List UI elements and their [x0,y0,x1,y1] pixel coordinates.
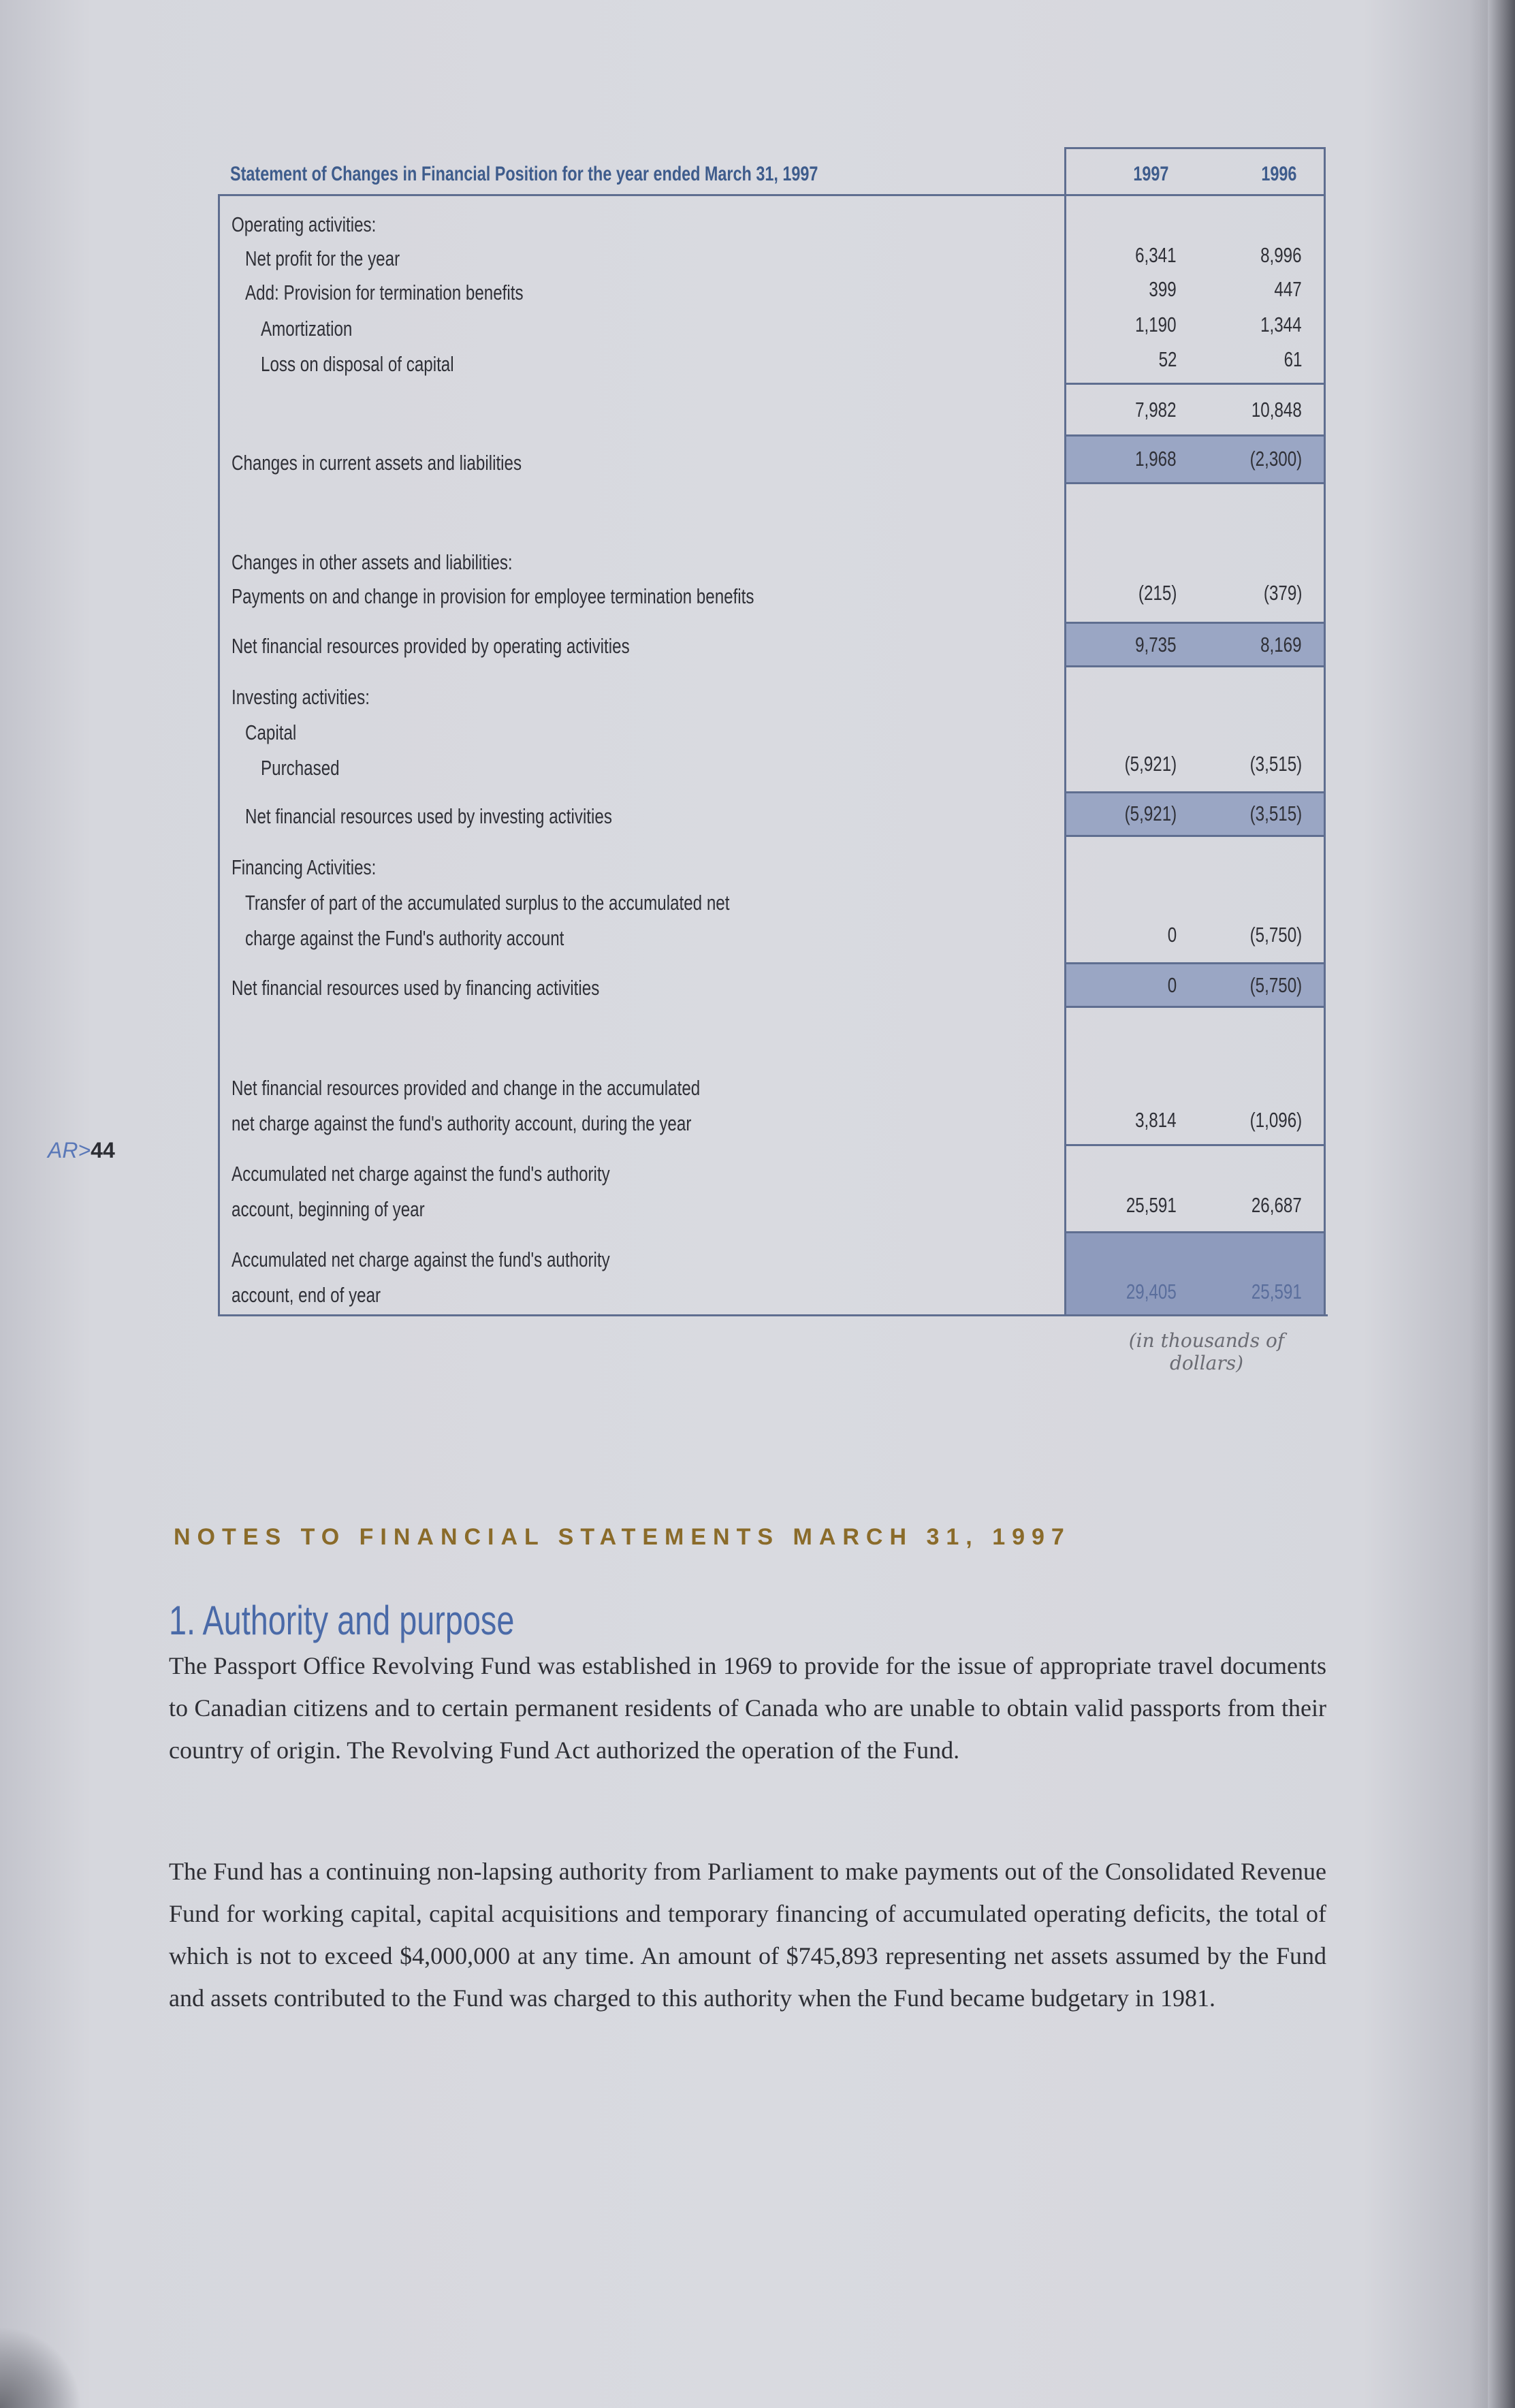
value-1996: (3,515) [1249,802,1302,825]
row-label: Accumulated net charge against the fund's authority [232,1162,610,1186]
value-1997: 399 [1149,277,1177,301]
value-1997: 25,591 [1126,1193,1177,1217]
row-label: charge against the Fund's authority account [245,926,564,950]
row-label: account, end of year [232,1283,381,1307]
value-1997: (5,921) [1124,802,1177,825]
report-abbreviation: AR [48,1138,78,1162]
row-label: Accumulated net charge against the fund's authority [232,1248,610,1271]
row-label: Capital [245,720,297,744]
value-1996: 8,996 [1260,243,1302,267]
value-1996: 8,169 [1260,633,1302,656]
value-1997: 1,968 [1135,447,1177,471]
column-header-1996: 1996 [1260,163,1297,185]
value-1997: 1,190 [1135,313,1177,336]
row-label: Purchased [261,756,340,780]
section-title: 1. Authority and purpose [169,1598,515,1643]
row-label: Loss on disposal of capital [261,352,454,376]
row-label: Amortization [261,317,353,340]
value-1997: 9,735 [1135,633,1177,656]
row-label: account, beginning of year [232,1197,425,1221]
value-1996: (5,750) [1249,923,1302,947]
value-1996: (2,300) [1249,447,1302,471]
row-label: Net financial resources used by investing activities [245,804,612,828]
row-rule [1064,434,1326,437]
value-1996: (3,515) [1249,752,1302,776]
value-1997: (215) [1138,581,1177,605]
row-label: Changes in other assets and liabilities: [232,550,513,574]
page-corner-shadow [0,2326,82,2408]
row-rule [1064,1006,1326,1008]
row-label: Net profit for the year [245,247,400,270]
row-rule [1064,791,1326,793]
row-rule [1064,482,1326,484]
row-rule [1064,622,1326,624]
row-label: Payments on and change in provision for employee termination benefits [232,584,754,608]
value-1996: 61 [1283,347,1302,371]
value-1997: 0 [1167,923,1177,947]
value-1997: 3,814 [1135,1108,1177,1132]
row-label: Net financial resources used by financing activities [232,976,600,1000]
value-1997: (5,921) [1124,752,1177,776]
year-header-rule [1064,194,1326,196]
value-1996: 447 [1274,277,1302,301]
row-label: Changes in current assets and liabilities [232,451,522,475]
value-1996: 26,687 [1251,1193,1302,1217]
value-1997: 6,341 [1135,243,1177,267]
value-1996: (379) [1263,581,1302,605]
row-rule [1064,1144,1326,1146]
subtotal-1996: 10,848 [1251,398,1302,422]
value-1996: (1,096) [1249,1108,1302,1132]
row-label: Add: Provision for termination benefits [245,281,524,304]
value-1997: 52 [1158,347,1177,371]
row-rule [1064,962,1326,964]
page-marker [48,1137,115,1163]
unit-note: (in thousands of dollars) [1128,1329,1285,1374]
value-1997: 29,405 [1126,1280,1177,1303]
notes-heading: NOTES TO FINANCIAL STATEMENTS MARCH 31, 1997 [174,1524,1071,1550]
subtotal-1997: 7,982 [1135,398,1177,422]
row-rule [1064,835,1326,837]
statement-title-rule [218,194,1066,196]
value-1997: 0 [1167,973,1177,997]
row-label: Investing activities: [232,685,370,709]
paragraph-authority: The Passport Office Revolving Fund was established in 1969 to provide for the issue of appropriate travel documents to Canadian citizens and to certain permanent residents of Canada who are unable to obtain valid passports from their country of origin. The Revolving Fund Act authorized the operation of the Fund. [169,1652,1326,1764]
page-separator: > [78,1138,91,1162]
statement-bottom-rule [218,1314,1328,1316]
value-1996: 25,591 [1251,1280,1302,1303]
column-header-1997: 1997 [1132,163,1169,185]
row-label: Net financial resources provided and change in the accumulated [232,1076,701,1100]
page-binding-shadow [1488,0,1515,2408]
row-rule [1064,665,1326,667]
value-1996: 1,344 [1260,313,1302,336]
row-label: net charge against the fund's authority account, during the year [232,1111,692,1135]
row-label: Net financial resources provided by operating activities [232,634,630,658]
subtotal-rule [1064,383,1326,385]
paragraph-funding: The Fund has a continuing non-lapsing authority from Parliament to make payments out of the Consolidated Revenue Fund for working capital, capital acquisitions and temporary financing of accumulated operating deficits, the total of which is not to exceed $4,000,000 at any time. An amount of $745,893 representing net assets assumed by the Fund and assets contributed to the Fund was charged to this authority when the Fund became budgetary in 1981. [169,1858,1326,2012]
row-label: Transfer of part of the accumulated surplus to the accumulated net [245,891,730,915]
statement-left-rule [218,194,220,1316]
row-label: Operating activities: [232,212,377,236]
row-rule [1064,1231,1326,1233]
statement-title: Statement of Changes in Financial Position for the year ended March 31, 1997 [230,163,818,185]
row-label: Financing Activities: [232,855,377,879]
page-number: 44 [91,1138,115,1162]
value-1996: (5,750) [1249,973,1302,997]
